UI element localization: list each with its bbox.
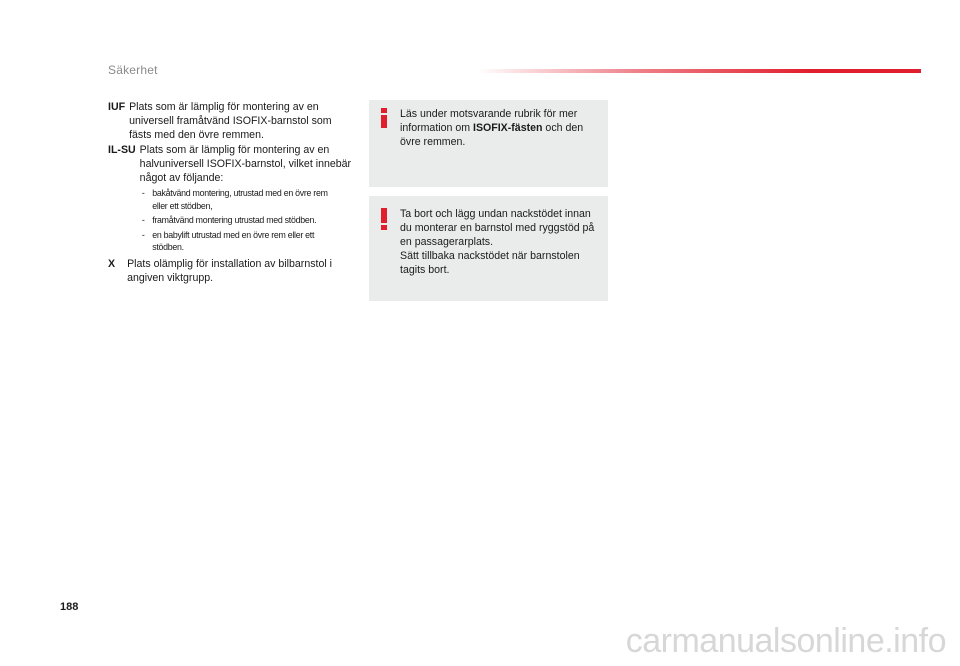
info-box <box>369 100 608 187</box>
info-icon <box>380 108 388 130</box>
bullet-text: bakåtvänd montering, utrustad med en övre rem eller ett stödben, <box>151 187 328 211</box>
term-x <box>108 257 356 285</box>
bullet-text: framåtvänd montering utrustad med stödben. <box>151 214 316 226</box>
term-iuf <box>108 100 356 142</box>
term-code: IL-SU <box>108 144 136 156</box>
warning-text <box>400 207 600 277</box>
warning-text-line: Ta bort och lägg undan nackstödet innan du monterar en barnstol med ryggstöd på en passagerarplats. <box>400 208 595 248</box>
warning-text-line: Sätt tillbaka nackstödet när barnstolen tagits bort. <box>400 250 580 276</box>
term-description: Plats olämplig för installation av bilbarnstol i angiven viktgrupp. <box>127 257 332 284</box>
bullet-list <box>140 187 356 254</box>
term-il-su <box>108 143 356 256</box>
left-column <box>108 100 356 286</box>
info-text-part: och den övre remmen. <box>400 122 584 148</box>
page-number: 188 <box>60 601 79 613</box>
section-title: Säkerhet <box>108 63 158 77</box>
warning-icon <box>380 208 388 230</box>
bullet-text: en babylift utrustad med en övre rem eller ett stödben. <box>151 228 314 253</box>
info-text <box>400 107 600 149</box>
info-text-part: Läs under motsvarande rubrik för mer information om <box>400 108 578 134</box>
header-accent-bar <box>478 69 921 73</box>
list-item: - bakåtvänd montering, utrustad med en övre rem eller ett stödben, <box>141 187 328 211</box>
info-text-bold: ISOFIX-fästen <box>473 122 543 134</box>
list-item: - framåtvänd montering utrustad med stödben. <box>141 214 316 226</box>
watermark: carmanualsonline.info <box>625 622 946 660</box>
warning-box <box>369 196 608 301</box>
term-code: IUF <box>108 101 126 113</box>
term-description: Plats som är lämplig för montering av en halvuniversell ISOFIX-barnstol, vilket innebär något av följande: <box>139 144 352 184</box>
list-item: - en babylift utrustad med en övre rem eller ett stödben. <box>141 228 314 253</box>
term-description: Plats som är lämplig för montering av en universell framåtvänd ISOFIX-barnstol som fästs med den övre remmen. <box>129 101 332 141</box>
term-code: X <box>108 257 116 270</box>
